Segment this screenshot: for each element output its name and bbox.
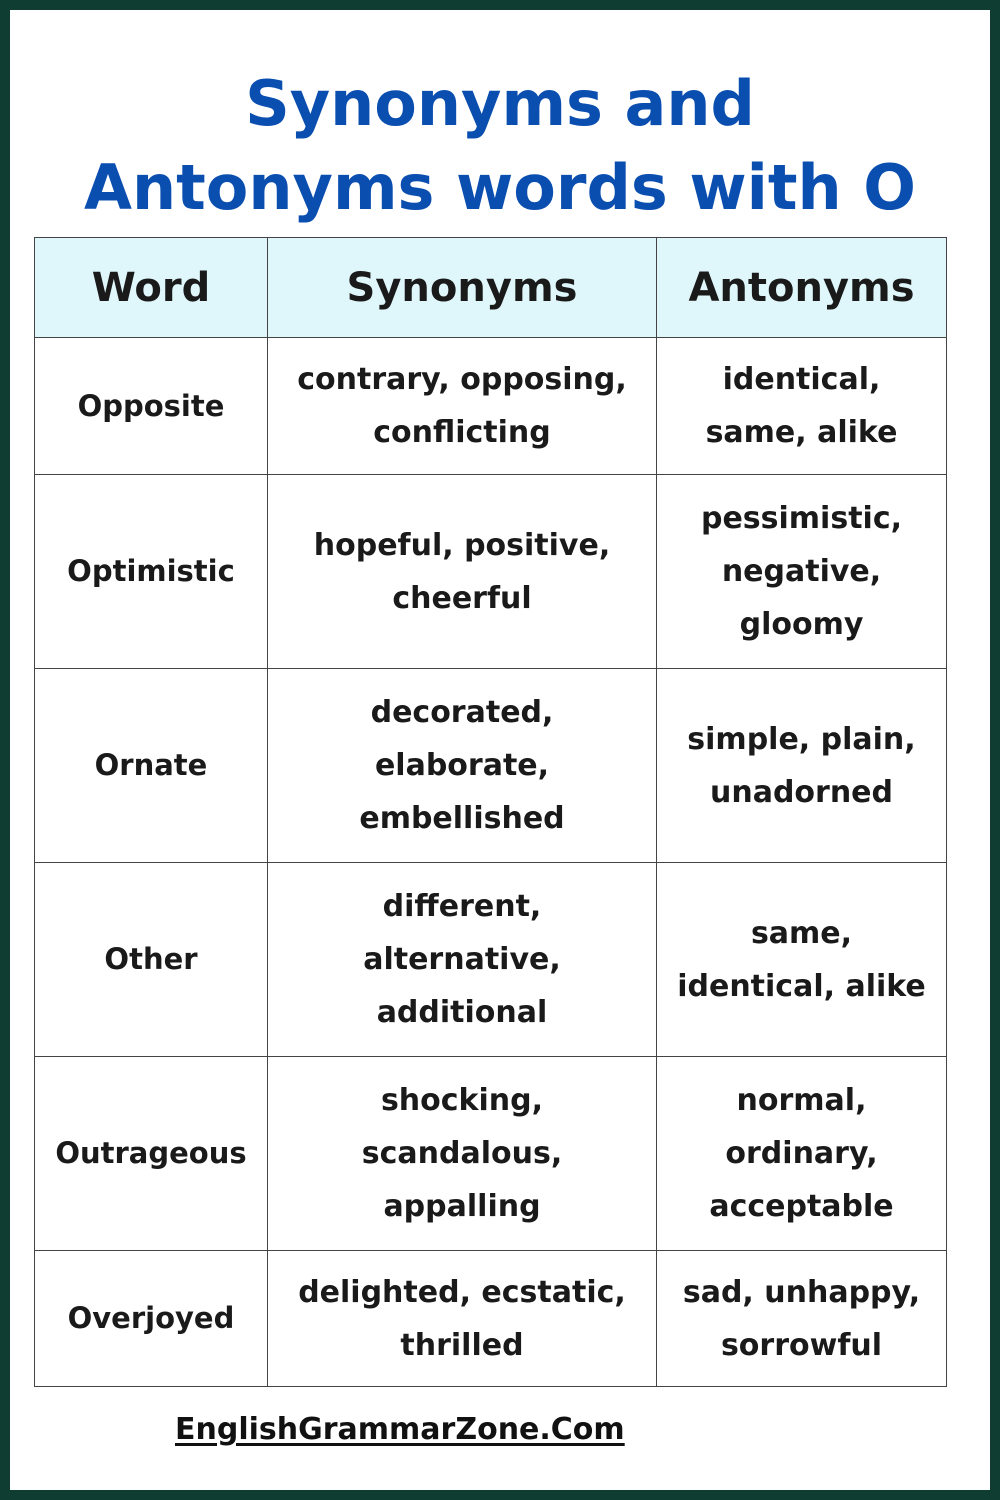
synonyms-line: alternative, [363, 942, 561, 977]
synonyms-line: additional [376, 995, 548, 1030]
table-row [35, 863, 947, 1057]
row-synonyms [268, 669, 657, 863]
synonyms-line: different, [382, 889, 542, 924]
row-antonyms [657, 338, 947, 475]
table-row [35, 1057, 947, 1251]
row-word: Optimistic [35, 475, 268, 669]
row-antonyms [657, 475, 947, 669]
antonyms-line: same, [750, 915, 853, 951]
page-title [10, 62, 990, 230]
antonyms-line: unadorned [709, 774, 894, 810]
synonyms-line: embellished [359, 801, 565, 836]
row-word: Ornate [35, 669, 268, 863]
synonyms-line: cheerful [392, 580, 532, 616]
synonyms-line: appalling [383, 1189, 541, 1224]
row-synonyms [268, 338, 657, 475]
header-antonyms: Antonyms [657, 238, 947, 338]
antonyms-line: ordinary, [725, 1136, 878, 1171]
synonyms-antonyms-table [34, 237, 947, 1387]
antonyms-line: negative, [721, 554, 882, 589]
synonyms-line: elaborate, [374, 748, 550, 783]
table-row [35, 1251, 947, 1387]
title-line-2: Antonyms words with O [84, 151, 916, 224]
row-synonyms [268, 1251, 657, 1387]
row-antonyms [657, 1057, 947, 1251]
title-line-1: Synonyms and [245, 67, 755, 140]
synonyms-line: hopeful, positive, [313, 527, 611, 563]
row-word: Overjoyed [35, 1251, 268, 1387]
row-word: Opposite [35, 338, 268, 475]
site-link[interactable]: EnglishGrammarZone.Com [175, 1412, 625, 1447]
antonyms-line: simple, plain, [687, 721, 916, 757]
table-row [35, 669, 947, 863]
antonyms-line: sorrowful [720, 1327, 883, 1363]
table-row [35, 338, 947, 475]
table-row [35, 475, 947, 669]
synonyms-line: scandalous, [361, 1136, 563, 1171]
synonyms-line: shocking, [380, 1083, 544, 1118]
antonyms-line: identical, alike [677, 968, 926, 1004]
antonyms-line: same, alike [705, 415, 898, 450]
row-synonyms [268, 863, 657, 1057]
header-synonyms: Synonyms [268, 238, 657, 338]
row-antonyms [657, 669, 947, 863]
synonyms-line: contrary, opposing, [297, 362, 627, 397]
synonyms-line: delighted, ecstatic, [298, 1274, 626, 1310]
antonyms-line: normal, [736, 1083, 867, 1118]
antonyms-line: identical, [722, 362, 881, 397]
antonyms-line: sad, unhappy, [682, 1274, 921, 1310]
header-word: Word [35, 238, 268, 338]
antonyms-line: acceptable [709, 1189, 894, 1224]
row-antonyms [657, 1251, 947, 1387]
antonyms-line: pessimistic, [700, 501, 903, 536]
table-header-row [35, 238, 947, 338]
row-synonyms [268, 475, 657, 669]
antonyms-line: gloomy [739, 607, 864, 642]
row-synonyms [268, 1057, 657, 1251]
row-word: Outrageous [35, 1057, 268, 1251]
synonyms-line: decorated, [370, 695, 554, 730]
row-word: Other [35, 863, 268, 1057]
row-antonyms [657, 863, 947, 1057]
synonyms-line: conflicting [373, 415, 551, 450]
synonyms-line: thrilled [400, 1327, 524, 1363]
